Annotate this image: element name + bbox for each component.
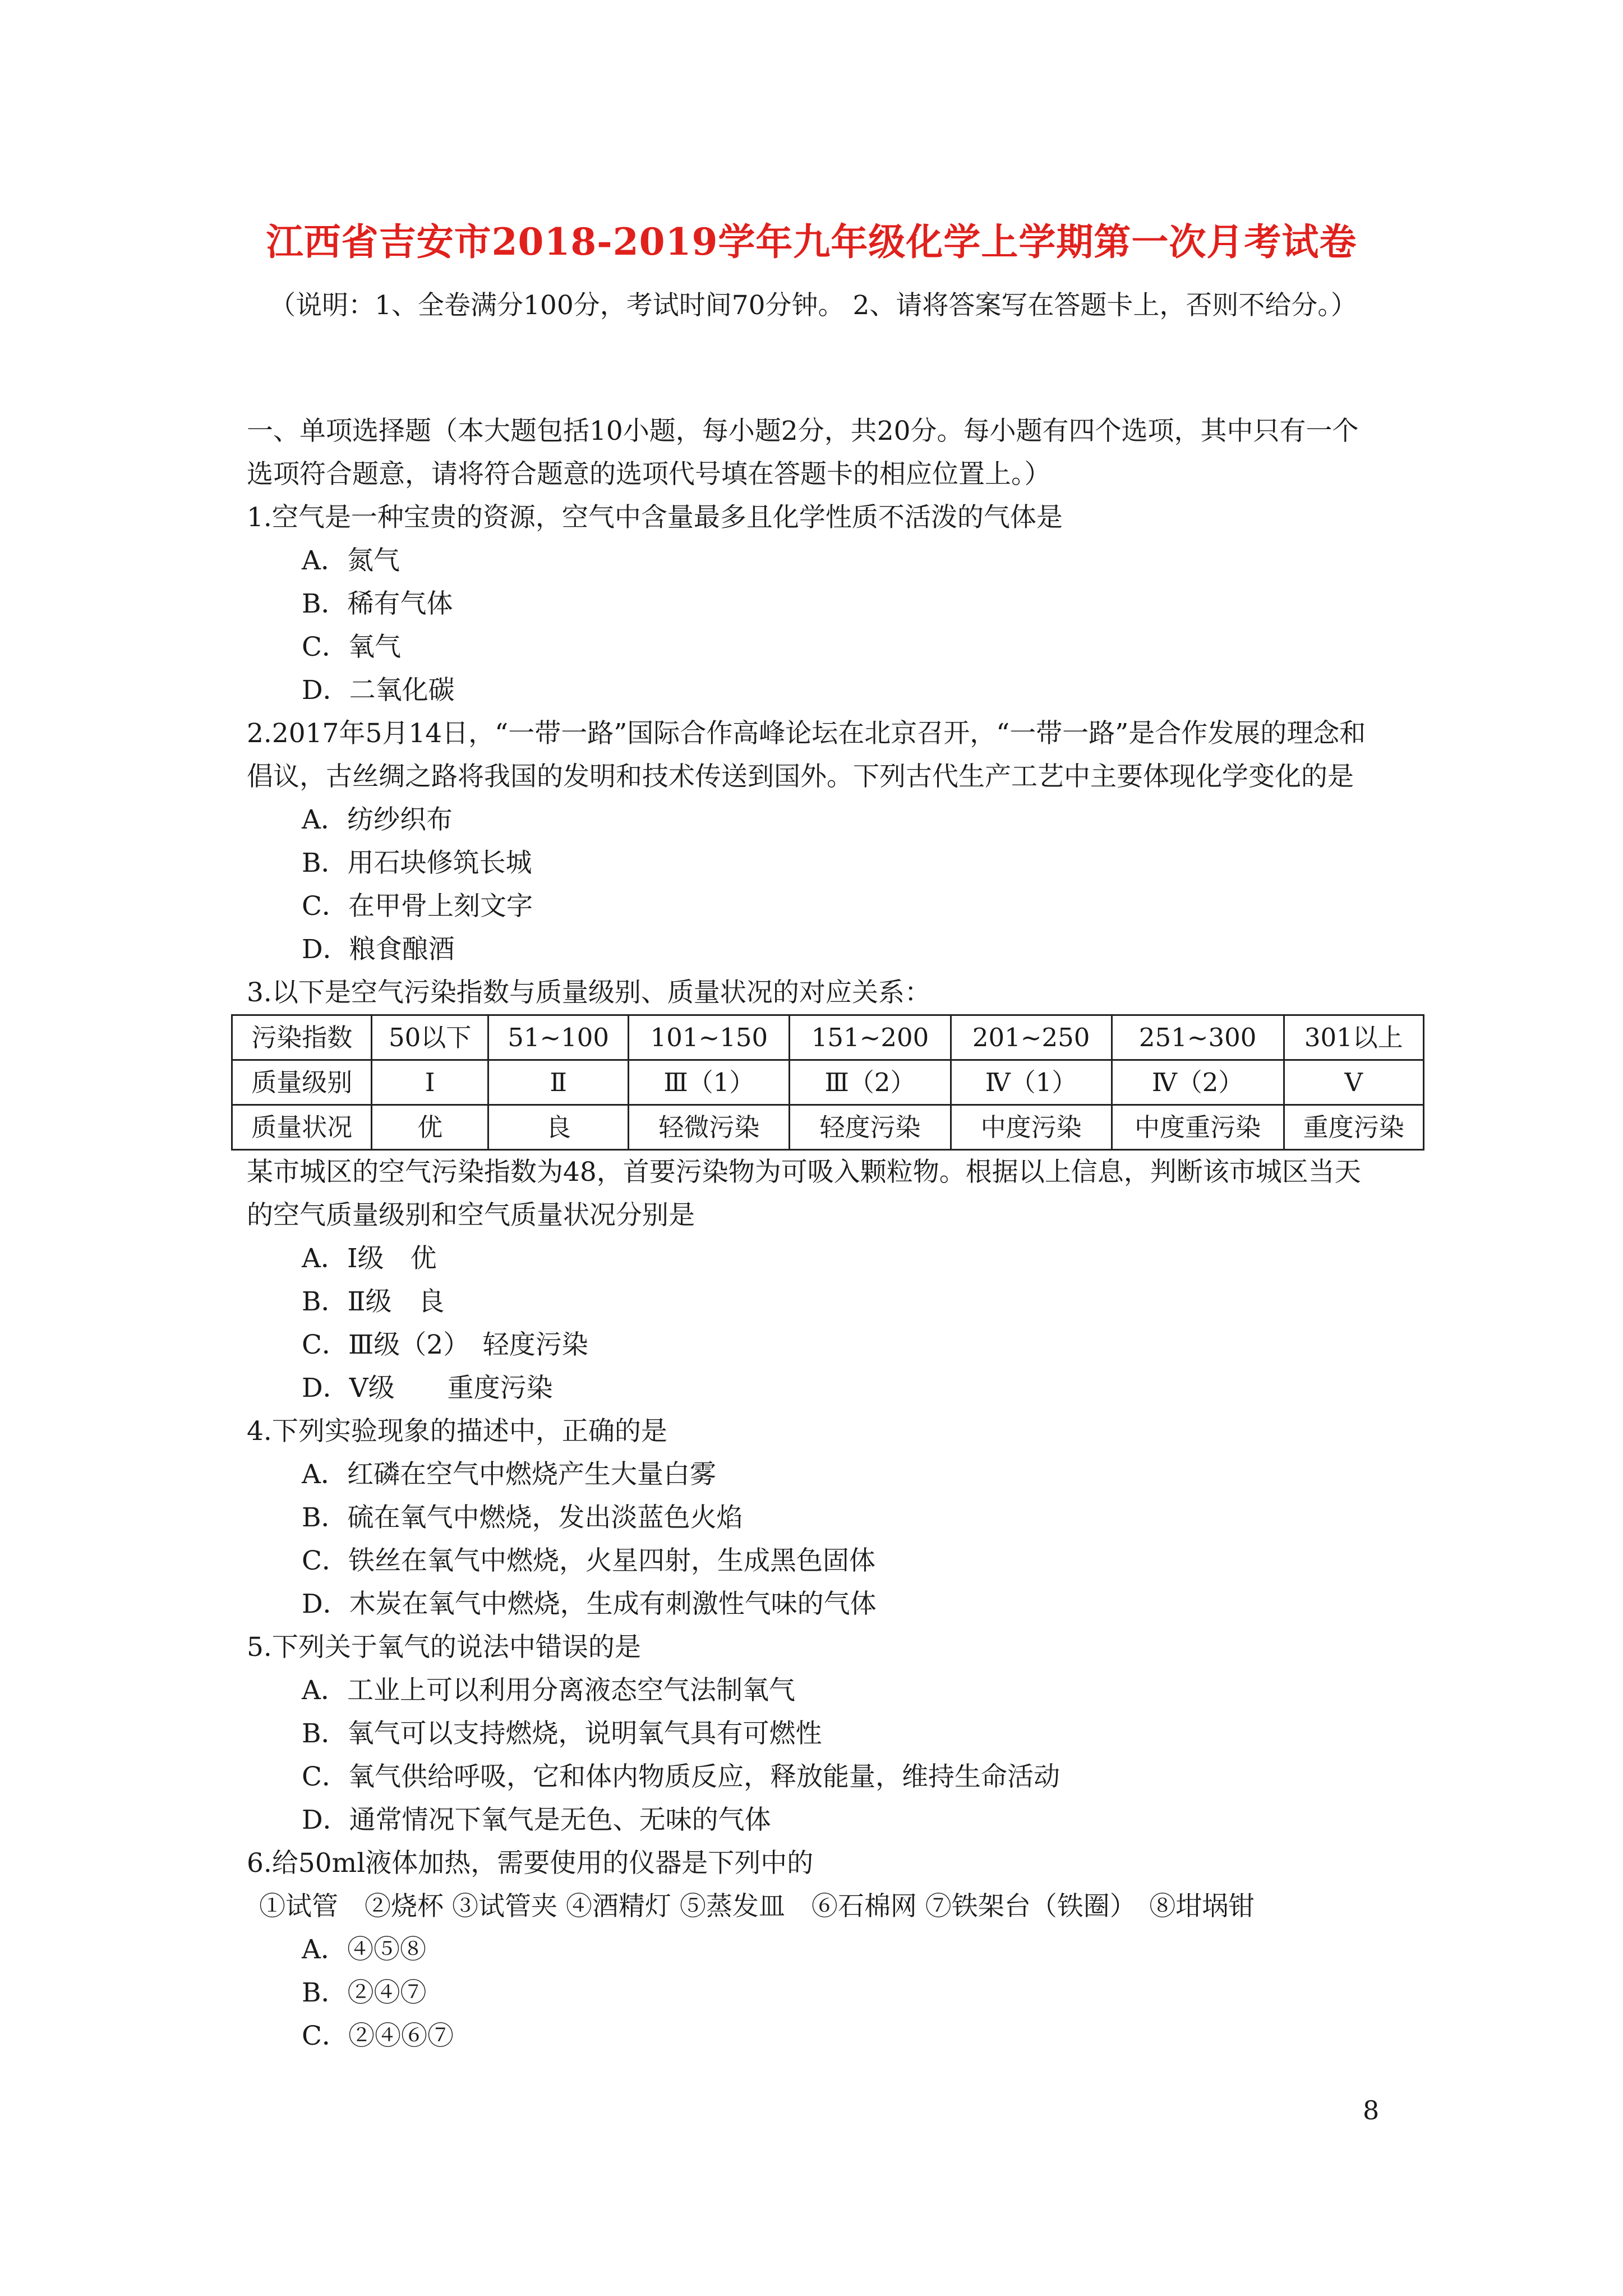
question-stem: 3.以下是空气污染指数与质量级别、质量状况的对应关系： — [247, 977, 931, 1008]
table-cell: Ⅲ（1） — [629, 1060, 790, 1105]
air-quality-table — [231, 1014, 1424, 1151]
question-stem-continued: 某市城区的空气污染指数为48，首要污染物为可吸入颗粒物。根据以上信息，判断该市城区当天的空气质量级别和空气质量状况分别是 — [247, 1157, 1361, 1231]
table-row — [232, 1105, 1424, 1150]
table-cell: 质量级别 — [232, 1060, 372, 1105]
table-cell: Ⅱ — [488, 1060, 628, 1105]
table-cell: 101~150 — [629, 1015, 790, 1060]
option-c: C．②④⑥⑦ — [302, 2021, 454, 2051]
option-d: D．二氧化碳 — [302, 675, 455, 706]
question-stem: 5.下列关于氧气的说法中错误的是 — [247, 1632, 641, 1663]
option-d: D．粮食酿酒 — [302, 934, 455, 965]
question-5 — [247, 1626, 1380, 1842]
question-2 — [247, 712, 1380, 971]
table-cell: 50以下 — [372, 1015, 488, 1060]
table-row — [232, 1060, 1424, 1105]
question-stem: 1.空气是一种宝贵的资源，空气中含量最多且化学性质不活泼的气体是 — [247, 502, 1063, 533]
option-a: A．红磷在空气中燃烧产生大量白雾 — [302, 1459, 716, 1490]
option-b: B．Ⅱ级 良 — [302, 1286, 445, 1317]
option-d: D．木炭在氧气中燃烧，生成有刺激性气味的气体 — [302, 1589, 877, 1619]
table-cell: 中度重污染 — [1112, 1105, 1284, 1150]
table-cell: Ⅴ — [1284, 1060, 1423, 1105]
section-heading: 一、单项选择题（本大题包括10小题，每小题2分，共20分。每小题有四个选项，其中只有一个选项符合题意，请将符合题意的选项代号填在答题卡的相应位置上。） — [247, 416, 1359, 490]
table-cell: 301以上 — [1284, 1015, 1423, 1060]
option-b: B．用石块修筑长城 — [302, 848, 532, 878]
option-c: C．在甲骨上刻文字 — [302, 891, 533, 922]
option-a: A．纺纱织布 — [302, 804, 453, 835]
table-cell: Ⅲ（2） — [790, 1060, 951, 1105]
exam-title: 江西省吉安市2018-2019学年九年级化学上学期第一次月考试卷 — [266, 220, 1357, 264]
instrument-list: ①试管 ②烧杯 ③试管夹 ④酒精灯 ⑤蒸发皿 ⑥石棉网 ⑦铁架台（铁圈） ⑧坩埚钳 — [259, 1891, 1255, 1922]
table-cell: 201~250 — [951, 1015, 1112, 1060]
question-stem: 2.2017年5月14日，“一带一路”国际合作高峰论坛在北京召开，“一带一路”是合作发展的理念和倡议，古丝绸之路将我国的发明和技术传送到国外。下列古代生产工艺中主要体现化学变化的是 — [247, 718, 1366, 792]
table-cell: 251~300 — [1112, 1015, 1284, 1060]
option-a: A．氮气 — [302, 545, 400, 576]
table-cell: 质量状况 — [232, 1105, 372, 1150]
table-cell: 中度污染 — [951, 1105, 1112, 1150]
option-c: C．氧气供给呼吸，它和体内物质反应，释放能量，维持生命活动 — [302, 1761, 1060, 1792]
question-4 — [247, 1410, 1380, 1626]
table-cell: 重度污染 — [1284, 1105, 1423, 1150]
page-number: 8 — [1363, 2095, 1380, 2125]
option-c: C．Ⅲ级（2） 轻度污染 — [302, 1329, 588, 1360]
option-b: B．稀有气体 — [302, 588, 453, 619]
table-cell: 优 — [372, 1105, 488, 1150]
table-cell: 轻微污染 — [629, 1105, 790, 1150]
question-stem: 6.给50ml液体加热，需要使用的仪器是下列中的 — [247, 1848, 814, 1879]
question-3 — [247, 971, 1404, 1410]
table-cell: Ⅰ — [372, 1060, 488, 1105]
question-1 — [247, 496, 1380, 712]
exam-content — [247, 409, 1404, 2058]
exam-instructions: （说明：1、全卷满分100分，考试时间70分钟。 2、请将答案写在答题卡上，否则不给分。） — [269, 290, 1357, 321]
option-a: A．④⑤⑧ — [302, 1934, 426, 1965]
option-b: B．硫在氧气中燃烧，发出淡蓝色火焰 — [302, 1502, 743, 1533]
table-cell: 151~200 — [790, 1015, 951, 1060]
table-cell: 污染指数 — [232, 1015, 372, 1060]
table-cell: 51~100 — [488, 1015, 628, 1060]
option-c: C．氧气 — [302, 632, 401, 662]
table-cell: Ⅳ（2） — [1112, 1060, 1284, 1105]
table-cell: 轻度污染 — [790, 1105, 951, 1150]
question-6 — [247, 1842, 1380, 2058]
table-cell: 良 — [488, 1105, 628, 1150]
option-d: D．Ⅴ级 重度污染 — [302, 1373, 553, 1404]
question-stem: 4.下列实验现象的描述中，正确的是 — [247, 1416, 667, 1447]
option-b: B．氧气可以支持燃烧，说明氧气具有可燃性 — [302, 1718, 822, 1749]
table-row — [232, 1015, 1424, 1060]
option-c: C．铁丝在氧气中燃烧，火星四射，生成黑色固体 — [302, 1545, 875, 1576]
option-a: A．Ⅰ级 优 — [302, 1243, 437, 1274]
table-cell: Ⅳ（1） — [951, 1060, 1112, 1105]
option-a: A．工业上可以利用分离液态空气法制氧气 — [302, 1675, 795, 1706]
option-d: D．通常情况下氧气是无色、无味的气体 — [302, 1805, 771, 1835]
option-b: B．②④⑦ — [302, 1977, 427, 2008]
